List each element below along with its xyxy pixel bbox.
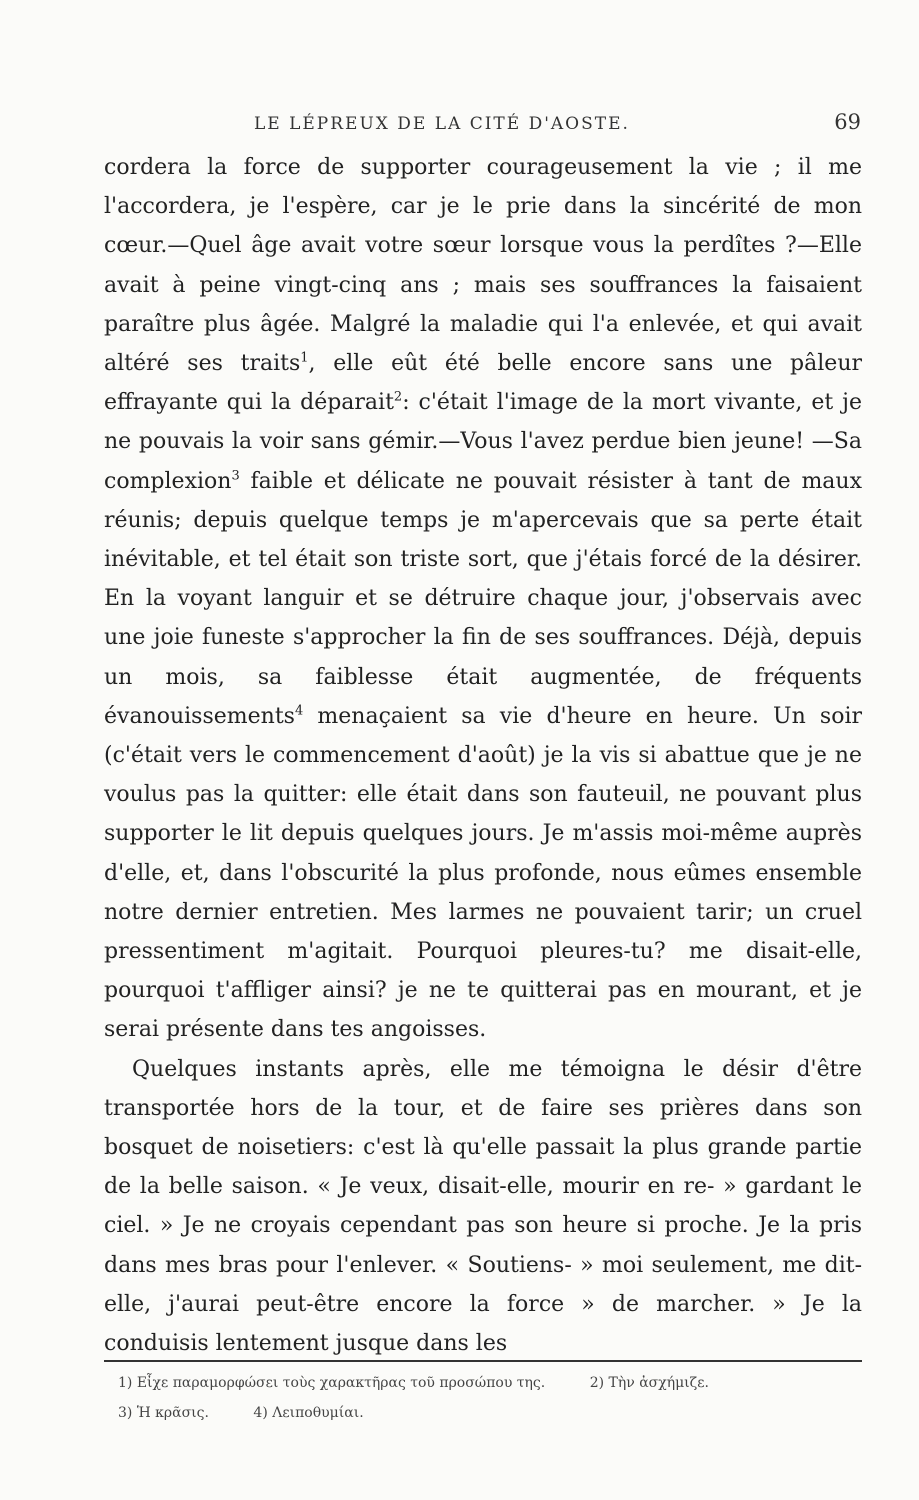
footnote-4 bbox=[253, 1405, 363, 1421]
footnote-ref-4: 4 bbox=[294, 703, 304, 719]
footnote-marker: 1) bbox=[118, 1375, 133, 1391]
footnote-2 bbox=[590, 1375, 709, 1391]
footnote-text: Λειποθυμίαι. bbox=[272, 1405, 364, 1421]
footnote-text: Ἡ κρᾶσις. bbox=[136, 1405, 209, 1421]
body-text bbox=[104, 148, 862, 1363]
footnote-text: Τὴν ἀσχήμιζε. bbox=[608, 1375, 709, 1391]
text-segment: cordera la force de supporter courageusement la vie ; il me l'accordera, je l'espère, car je le prie dans la sincérité de mon cœur.—Quel âge avait votre sœur lorsque vous la perdîtes ?—Elle avait à peine vingt-cinq ans ; mais ses souffrances la faisaient paraître plus âgée. Malgré la maladie qui l'a enlevée, et qui avait altéré ses traits bbox=[104, 155, 862, 377]
running-title: LE LÉPREUX DE LA CITÉ D'AOSTE. bbox=[254, 114, 630, 134]
footnote-rule bbox=[104, 1360, 862, 1362]
footnote-ref-2: 2 bbox=[393, 389, 403, 405]
text-segment: menaçaient sa vie d'heure en heure. Un soir (c'était vers le commencement d'août) je la vis si abattue que je ne voulus pas la quitter: elle était dans son fauteuil, ne pouvant plus supporter le lit depuis quelques jours. Je m'assis moi-même auprès d'elle, et, dans l'obscurité la plus profonde, nous eûmes ensemble notre dernier entretien. Mes larmes ne pouvaient tarir; un cruel pressentiment m'agitait. Pourquoi pleures-tu? me disait-elle, pourquoi t'affliger ainsi? je ne te quitterai pas en mourant, et je serai présente dans tes angoisses. bbox=[104, 703, 862, 1043]
text-segment: faible et délicate ne pouvait résister à tant de maux réunis; depuis quelque temps je m'apercevais que sa perte était inévitable, et tel était son triste sort, que j'étais forcé de la désirer. En la voyant languir et se détruire chaque jour, j'observais avec une joie funeste s'approcher la fin de ses souffrances. Déjà, depuis un mois, sa faiblesse était augmentée, de fréquents évanouissements bbox=[104, 468, 862, 729]
footnotes bbox=[118, 1368, 858, 1428]
page-header bbox=[104, 110, 861, 134]
footnote-line bbox=[118, 1398, 858, 1428]
footnote-marker: 2) bbox=[589, 1375, 605, 1391]
text-segment: : c'était l'image de la mort vivante, et je ne pouvais la voir sans gémir.—Vous l'avez perdue bien jeune! —Sa complexion bbox=[104, 390, 862, 494]
page-number: 69 bbox=[834, 110, 861, 134]
footnote-marker: 4) bbox=[253, 1405, 268, 1421]
footnote-line bbox=[118, 1368, 858, 1398]
footnote-3 bbox=[118, 1405, 209, 1421]
footnote-ref-1: 1 bbox=[300, 350, 309, 366]
footnote-1 bbox=[118, 1375, 545, 1391]
footnote-ref-3: 3 bbox=[231, 468, 240, 484]
paragraph-2: Quelques instants après, elle me témoigna le désir d'être transportée hors de la tour, et de faire ses prières dans son bosquet de noisetiers: c'est là qu'elle passait la plus grande partie de la belle saison. « Je veux, disait-elle, mourir en re- » gardant le ciel. » Je ne croyais cependant pas son heure si proche. Je la pris dans mes bras pour l'enlever. « Soutiens- » moi seulement, me dit-elle, j'aurai peut-être encore la force » de marcher. » Je la conduisis lentement jusque dans les bbox=[104, 1056, 862, 1357]
paragraph-1 bbox=[104, 148, 862, 1050]
text-segment: , elle eût été belle encore sans une pâleur effrayante qui la déparait bbox=[104, 351, 863, 416]
footnote-text: Εἶχε παραμορφώσει τοὺς χαρακτῆρας τοῦ προσώπου της. bbox=[136, 1375, 546, 1391]
footnote-marker: 3) bbox=[118, 1405, 133, 1421]
